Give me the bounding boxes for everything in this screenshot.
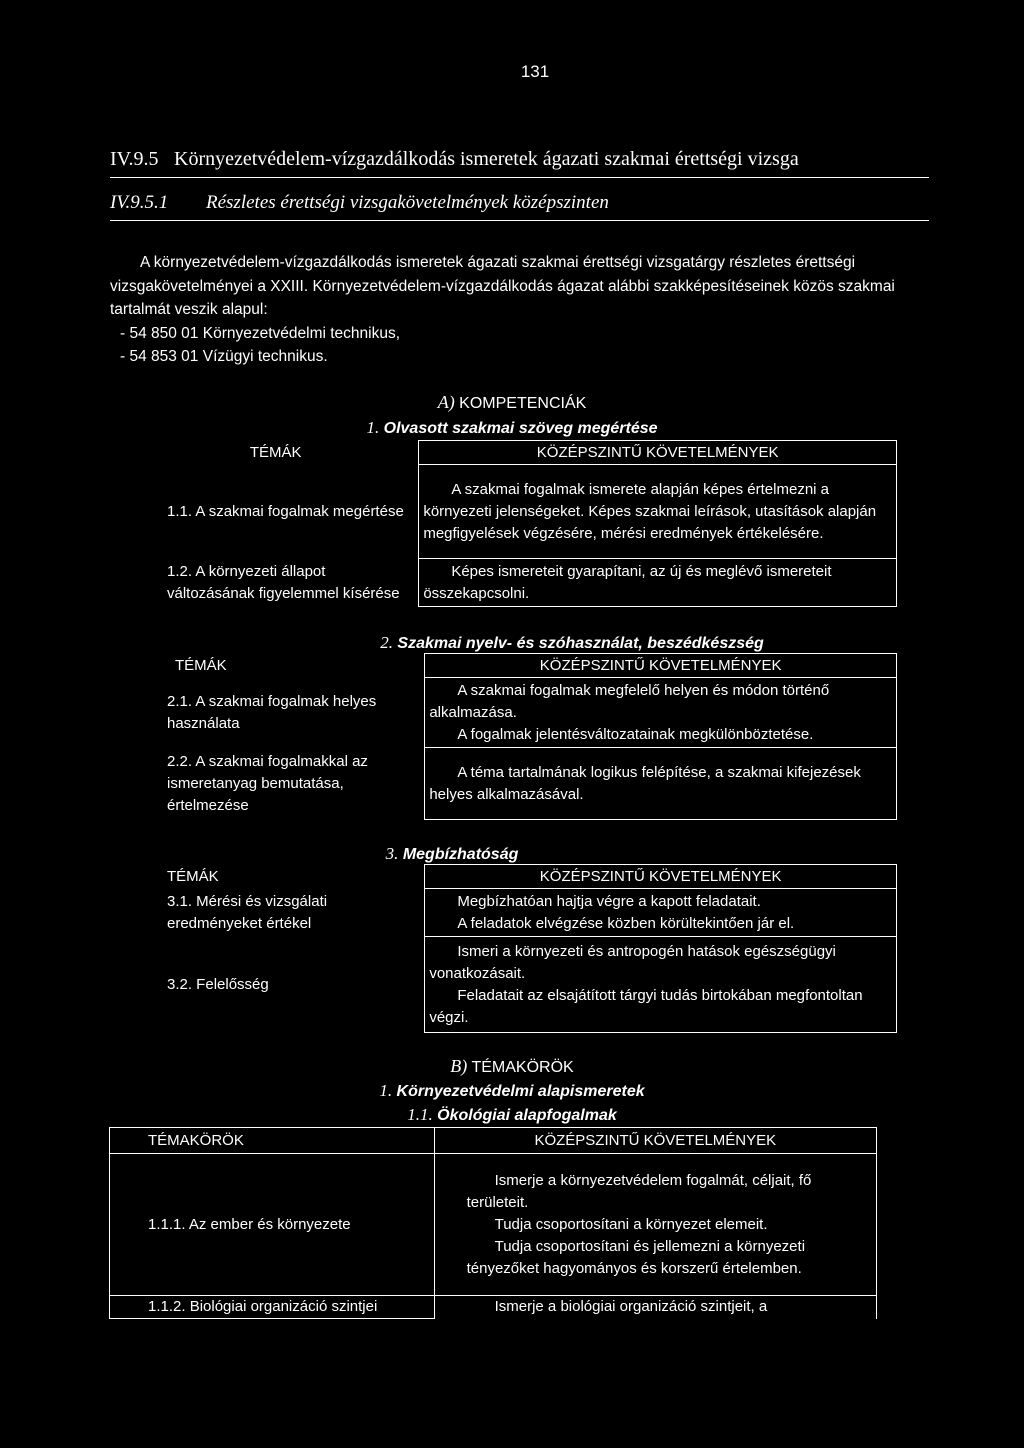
subsection-3-title bbox=[0, 844, 964, 864]
requirement-line: Tudja csoportosítani a környezet elemeit. bbox=[494, 1215, 768, 1233]
col-header-temak: TÉMÁK bbox=[175, 656, 227, 674]
requirement-line: A feladatok elvégzése közben körültekintően jár el. bbox=[457, 914, 795, 932]
section-a-title bbox=[0, 392, 1024, 413]
topic-cell: 1.1.1. Az ember és környezete bbox=[110, 1154, 435, 1296]
topic-cell: 1.1.2. Biológiai organizáció szintjei bbox=[110, 1296, 435, 1319]
subsection-number: 2. bbox=[380, 633, 393, 652]
subsection-b1-title bbox=[0, 1081, 1024, 1101]
requirement-cell: A téma tartalmának logikus felépítése, a szakmai kifejezések helyes alkalmazásával. bbox=[425, 748, 897, 820]
col-header-temak: TÉMÁK bbox=[249, 443, 302, 461]
page-number: 131 bbox=[520, 62, 550, 81]
competency-table-3 bbox=[133, 864, 897, 1033]
table-row bbox=[133, 465, 897, 559]
requirement-line: Feladatait az elsajátított tárgyi tudás birtokában megfontoltan végzi. bbox=[429, 986, 863, 1026]
table-row bbox=[133, 748, 897, 820]
section-heading-iv-9-5 bbox=[110, 148, 929, 178]
topic-cell: 1.2. A környezeti állapot változásának figyelemmel kísérése bbox=[167, 562, 400, 602]
intro-paragraph: A környezetvédelem-vízgazdálkodás ismeretek ágazati szakmai érettségi vizsgatárgy részletes érettségi vizsgakövetelményei a XXIII. Környezetvédelem-vízgazdálkodás ágazat alábbi szakképesítéseinek közös szakmai tartalmát veszik alapul: bbox=[110, 254, 895, 318]
requirement-cell: Képes ismereteit gyarapítani, az új és meglévő ismereteit összekapcsolni. bbox=[419, 559, 897, 607]
heading-title: Környezetvédelem-vízgazdálkodás ismeretek ágazati szakmai érettségi vizsga bbox=[174, 148, 799, 170]
subsection-2-title bbox=[60, 633, 1024, 653]
col-header-temak: TÉMÁK bbox=[167, 867, 219, 885]
requirement-line: Ismerje a biológiai organizáció szintjeit, a bbox=[494, 1298, 768, 1315]
table-row bbox=[133, 937, 897, 1033]
requirement-line: A szakmai fogalmak megfelelő helyen és módon történő alkalmazása. bbox=[429, 681, 830, 721]
subsection-number: 1. bbox=[379, 1081, 393, 1100]
requirement-line: Megbízhatóan hajtja végre a kapott feladatait. bbox=[457, 892, 761, 910]
table-row bbox=[110, 1154, 877, 1296]
subsection-number: 1. bbox=[366, 418, 380, 437]
requirement-cell: A szakmai fogalmak ismerete alapján képes értelmezni a környezeti jelenségeket. Képes szakmai leírások, utasítások alapján megfigyelések végzésére, mérési eredmények értékelésére. bbox=[419, 465, 897, 559]
requirement-line: Ismeri a környezeti és antropogén hatások egészségügyi vonatkozásait. bbox=[429, 942, 836, 982]
col-header-kovetelmenyek: KÖZÉPSZINTŰ KÖVETELMÉNYEK bbox=[425, 865, 897, 889]
section-b-title bbox=[0, 1056, 1024, 1077]
subsection-title: Olvasott szakmai szöveg megértése bbox=[383, 420, 658, 437]
subsection-title: Megbízhatóság bbox=[402, 846, 519, 863]
table-row bbox=[110, 1296, 877, 1319]
heading-title: Részletes érettségi vizsgakövetelmények középszinten bbox=[206, 192, 609, 213]
topic-cell: 2.1. A szakmai fogalmak helyes használata bbox=[167, 692, 377, 732]
subsection-title: Környezetvédelmi alapismeretek bbox=[396, 1083, 645, 1100]
requirement-cell bbox=[434, 1154, 876, 1296]
requirement-line: Tudja csoportosítani és jellemezni a környezeti tényezőket hagyományos és korszerű értelemben. bbox=[466, 1237, 806, 1277]
requirement-cell bbox=[434, 1296, 876, 1319]
table-row bbox=[133, 678, 897, 748]
section-letter: B) bbox=[450, 1056, 468, 1076]
heading-number: IV.9.5 bbox=[110, 148, 159, 170]
subsection-1-title bbox=[0, 418, 1024, 438]
list-item: - 54 850 01 Környezetvédelmi technikus, bbox=[120, 324, 401, 342]
requirement-line: Ismerje a környezetvédelem fogalmát, céljait, fő területeit. bbox=[466, 1171, 812, 1211]
topic-cell: 3.2. Felelősség bbox=[167, 975, 269, 993]
requirement-cell bbox=[425, 937, 897, 1033]
topic-cell: 2.2. A szakmai fogalmakkal az ismeretanyag bemutatása, értelmezése bbox=[167, 752, 368, 814]
section-title: TÉMAKÖRÖK bbox=[471, 1059, 574, 1076]
section-title: KOMPETENCIÁK bbox=[459, 395, 587, 412]
col-header-kovetelmenyek: KÖZÉPSZINTŰ KÖVETELMÉNYEK bbox=[425, 654, 897, 678]
subsection-number: 3. bbox=[385, 844, 399, 863]
topics-table bbox=[109, 1127, 877, 1319]
requirement-line: A fogalmak jelentésváltozatainak megkülönböztetése. bbox=[457, 725, 814, 743]
section-heading-iv-9-5-1 bbox=[110, 192, 929, 221]
requirement-cell bbox=[425, 889, 897, 937]
competency-table-2 bbox=[133, 653, 897, 820]
list-item: - 54 853 01 Vízügyi technikus. bbox=[120, 348, 328, 365]
table-row bbox=[133, 889, 897, 937]
competency-table-1 bbox=[133, 440, 897, 607]
topic-cell: 1.1. A szakmai fogalmak megértése bbox=[167, 502, 404, 520]
topic-cell: 3.1. Mérési és vizsgálati eredményeket értékel bbox=[167, 892, 328, 932]
col-header-temakorok: TÉMAKÖRÖK bbox=[110, 1128, 435, 1154]
table-row bbox=[133, 559, 897, 607]
section-letter: A) bbox=[437, 392, 455, 412]
col-header-kovetelmenyek: KÖZÉPSZINTŰ KÖVETELMÉNYEK bbox=[434, 1128, 876, 1154]
subsection-b11-title bbox=[0, 1105, 1024, 1125]
intro-text bbox=[110, 251, 930, 369]
subsection-number: 1.1. bbox=[407, 1105, 433, 1124]
requirement-cell bbox=[425, 678, 897, 748]
subsection-title: Szakmai nyelv- és szóhasználat, beszédkészség bbox=[397, 635, 764, 652]
subsection-title: Ökológiai alapfogalmak bbox=[437, 1107, 617, 1124]
heading-number: IV.9.5.1 bbox=[110, 192, 169, 213]
col-header-kovetelmenyek: KÖZÉPSZINTŰ KÖVETELMÉNYEK bbox=[419, 441, 897, 465]
